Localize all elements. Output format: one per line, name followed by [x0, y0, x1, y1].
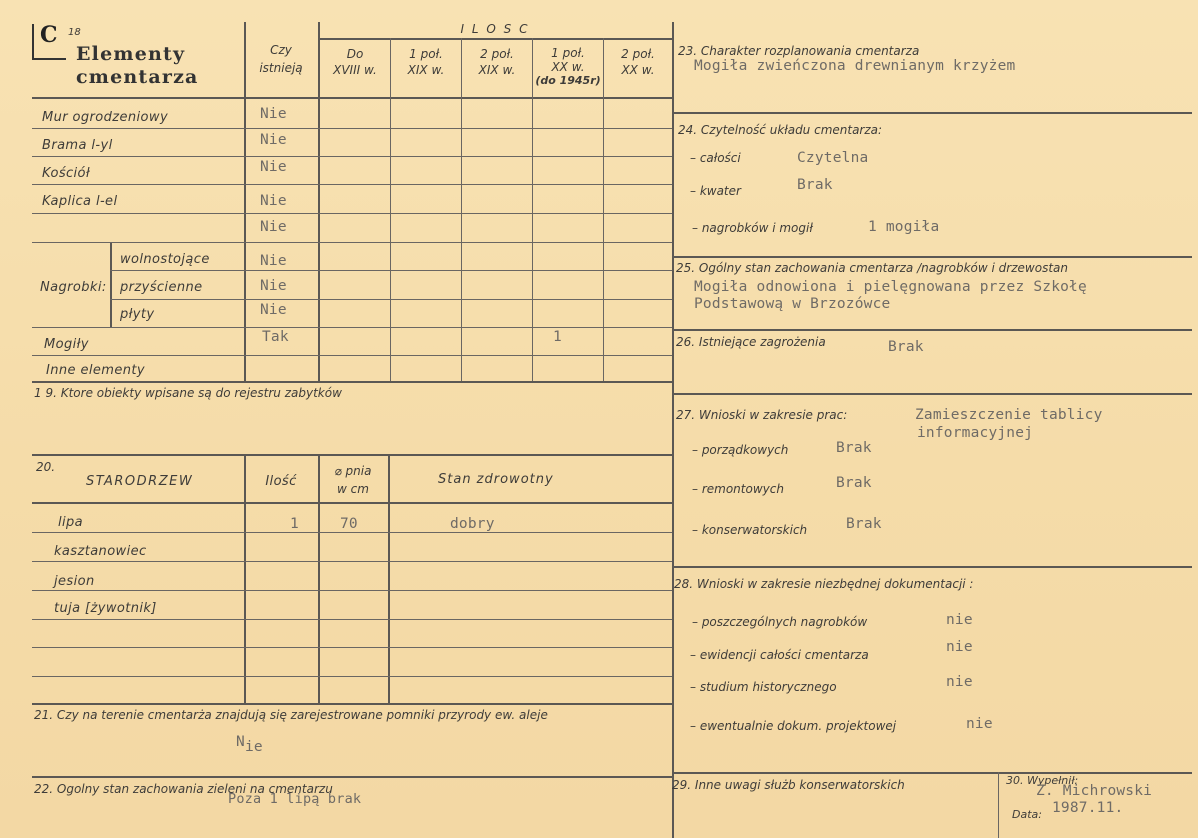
- rule: [32, 676, 672, 677]
- header-istnieja: istnieją: [259, 61, 303, 75]
- rule: [532, 38, 533, 382]
- q27-kons-label: – konserwatorskich: [692, 523, 808, 537]
- header-col-4: 1 poł. XX w. (do 1945r): [535, 46, 601, 87]
- q20-number: 20.: [36, 460, 56, 474]
- section-sub: 18: [68, 27, 81, 38]
- q29-label: 29. Inne uwagi służb konserwatorskich: [672, 778, 905, 792]
- rule: [318, 38, 672, 40]
- rule: [32, 532, 672, 533]
- nagrobki-value-przyscienne: Nie: [260, 278, 287, 294]
- tree-name-kasztanowiec: kasztanowiec: [54, 544, 147, 559]
- q19-label: 1 9. Ktore obiekty wpisane są do rejestru zabytków: [34, 386, 342, 400]
- rule: [32, 454, 672, 456]
- tree-ilosc-lipa: 1: [290, 516, 299, 532]
- q27-rem-value: Brak: [836, 475, 872, 491]
- rule: [244, 22, 246, 382]
- tree-pnia-lipa: 70: [340, 516, 358, 532]
- rule: [32, 561, 672, 562]
- q30-date-label: Data:: [1012, 808, 1042, 821]
- q20-col-ilosc: Ilość: [265, 474, 297, 489]
- rule: [110, 270, 672, 271]
- q20-col-stan: Stan zdrowotny: [438, 472, 554, 487]
- element-value-mur: Nie: [260, 106, 287, 122]
- q21-label: 21. Czy na terenie cmentarża znajdują się zarejestrowane pomniki przyrody ew. aleje: [34, 708, 548, 722]
- q28-item-value: nie: [966, 716, 993, 732]
- mogily-value: Tak: [262, 329, 289, 345]
- q24-nagrobkow-label: – nagrobków i mogił: [692, 221, 813, 235]
- header-col-1: Do XVIII w.: [333, 47, 377, 77]
- rule: [32, 619, 672, 620]
- mogily-label: Mogiły: [44, 337, 89, 352]
- q25-line2: Podstawową w Brzozówce: [694, 296, 891, 312]
- rule: [32, 97, 672, 99]
- rule: [32, 242, 672, 243]
- rule: [390, 38, 391, 382]
- q21-answer: Nie: [236, 734, 263, 755]
- rule: [672, 772, 1192, 774]
- header-col-3: 2 poł. XIX w.: [478, 47, 516, 77]
- q25-label: 25. Ogólny stan zachowania cmentarza /nagrobków i drzewostan: [676, 261, 1068, 275]
- element-value-kaplica: Nie: [260, 193, 287, 209]
- nagrobki-label-plyty: płyty: [120, 307, 155, 322]
- rule: [110, 299, 672, 300]
- rule: [32, 184, 672, 185]
- tree-name-lipa: lipa: [58, 515, 84, 530]
- q28-item-label: – studium historycznego: [690, 680, 837, 694]
- rule: [672, 393, 1192, 395]
- rule: [998, 772, 999, 838]
- header-col-2: 1 poł. XIX w.: [407, 47, 445, 77]
- q28-item-label: – ewentualnie dokum. projektowej: [690, 719, 897, 733]
- q23-answer: Mogiła zwieńczona drewnianym krzyżem: [694, 58, 1016, 74]
- q28-item-label: – poszczególnych nagrobków: [692, 615, 868, 629]
- q30-date: 1987.11.: [1052, 800, 1124, 816]
- q24-label: 24. Czytelność układu cmentarza:: [678, 123, 883, 137]
- tree-name-jesion: jesion: [54, 574, 95, 589]
- q27-kons-value: Brak: [846, 516, 882, 532]
- q28-item-value: nie: [946, 639, 973, 655]
- nagrobki-value-plyty: Nie: [260, 302, 287, 318]
- q22-label: 22. Ogolny stan zachowania zieleni na cmentarzu: [34, 782, 333, 796]
- q28-label: 28. Wnioski w zakresie niezbędnej dokumentacji :: [674, 577, 974, 591]
- tree-stan-lipa: dobry: [450, 516, 495, 532]
- rule: [672, 566, 1192, 568]
- q24-calosci-label: – całości: [690, 151, 741, 165]
- mogily-count: 1: [553, 329, 562, 345]
- nagrobki-label-przyscienne: przyścienne: [120, 280, 203, 295]
- q25-line1: Mogiła odnowiona i pielęgnowana przez Szkołę: [694, 279, 1087, 295]
- q28-item-value: nie: [946, 612, 973, 628]
- rule: [672, 329, 1192, 331]
- header-czy: Czy: [270, 43, 292, 57]
- nagrobki-value-wolnostojace: Nie: [260, 253, 287, 269]
- rule: [32, 590, 672, 591]
- rule: [461, 38, 462, 382]
- q28-item-label: – ewidencji całości cmentarza: [690, 648, 869, 662]
- tree-name-tuja: tuja [żywotnik]: [54, 601, 157, 616]
- rule: [603, 38, 604, 382]
- title-line1: Elementy: [76, 43, 186, 65]
- rule: [32, 776, 672, 778]
- rule: [32, 128, 672, 129]
- q30-name: Z. Michrowski: [1036, 783, 1153, 799]
- rule: [32, 327, 672, 328]
- rule: [32, 156, 672, 157]
- element-value-brama: Nie: [260, 132, 287, 148]
- header-ilosc: I L O S C: [460, 22, 530, 36]
- q27-answer1: Zamieszczenie tablicy: [915, 407, 1103, 423]
- q24-kwater-label: – kwater: [690, 184, 741, 198]
- rule: [32, 647, 672, 648]
- element-value-kosciol: Nie: [260, 159, 287, 175]
- q22-answer: Poza 1 lipą brak: [228, 791, 362, 807]
- q20-col-pnia: ⌀ pnia w cm: [334, 464, 372, 496]
- element-label-kaplica: Kaplica l-el: [42, 194, 118, 209]
- rule: [32, 703, 672, 705]
- rule: [388, 454, 390, 704]
- q26-answer: Brak: [888, 339, 924, 355]
- rule: [110, 242, 112, 328]
- rule: [32, 502, 672, 504]
- q27-answer2: informacyjnej: [917, 425, 1034, 441]
- section-mark: C: [40, 22, 58, 48]
- q24-calosci-value: Czytelna: [797, 150, 869, 166]
- q28-item-value: nie: [946, 674, 973, 690]
- q24-kwater-value: Brak: [797, 177, 833, 193]
- nagrobki-label-wolnostojace: wolnostojące: [120, 252, 210, 267]
- element-label-mur: Mur ogrodzeniowy: [42, 110, 169, 125]
- element-label-brama: Brama l-yl: [42, 138, 113, 153]
- q27-porz-value: Brak: [836, 440, 872, 456]
- rule: [672, 112, 1192, 114]
- q23-label: 23. Charakter rozplanowania cmentarza: [678, 44, 920, 58]
- inne-label: Inne elementy: [46, 363, 145, 378]
- q27-label: 27. Wnioski w zakresie prac:: [676, 408, 848, 422]
- rule: [672, 22, 674, 838]
- rule: [32, 213, 672, 214]
- rule: [244, 454, 246, 704]
- q27-porz-label: – porządkowych: [692, 443, 789, 457]
- header-col-5: 2 poł. XX w.: [621, 47, 655, 77]
- rule: [32, 355, 672, 356]
- rule: [32, 381, 672, 383]
- q20-header: STARODRZEW: [86, 474, 194, 489]
- q26-label: 26. Istniejące zagrożenia: [676, 335, 826, 349]
- element-value-blank: Nie: [260, 219, 287, 235]
- q24-nagrobkow-value: 1 mogiła: [868, 219, 940, 235]
- q30-label: 30. Wypełnił:: [1006, 774, 1079, 787]
- title-line2: cmentarza: [76, 66, 199, 88]
- nagrobki-label: Nagrobki:: [40, 280, 107, 295]
- q27-rem-label: – remontowych: [692, 482, 784, 496]
- element-label-kosciol: Kościół: [42, 166, 91, 181]
- rule: [672, 256, 1192, 258]
